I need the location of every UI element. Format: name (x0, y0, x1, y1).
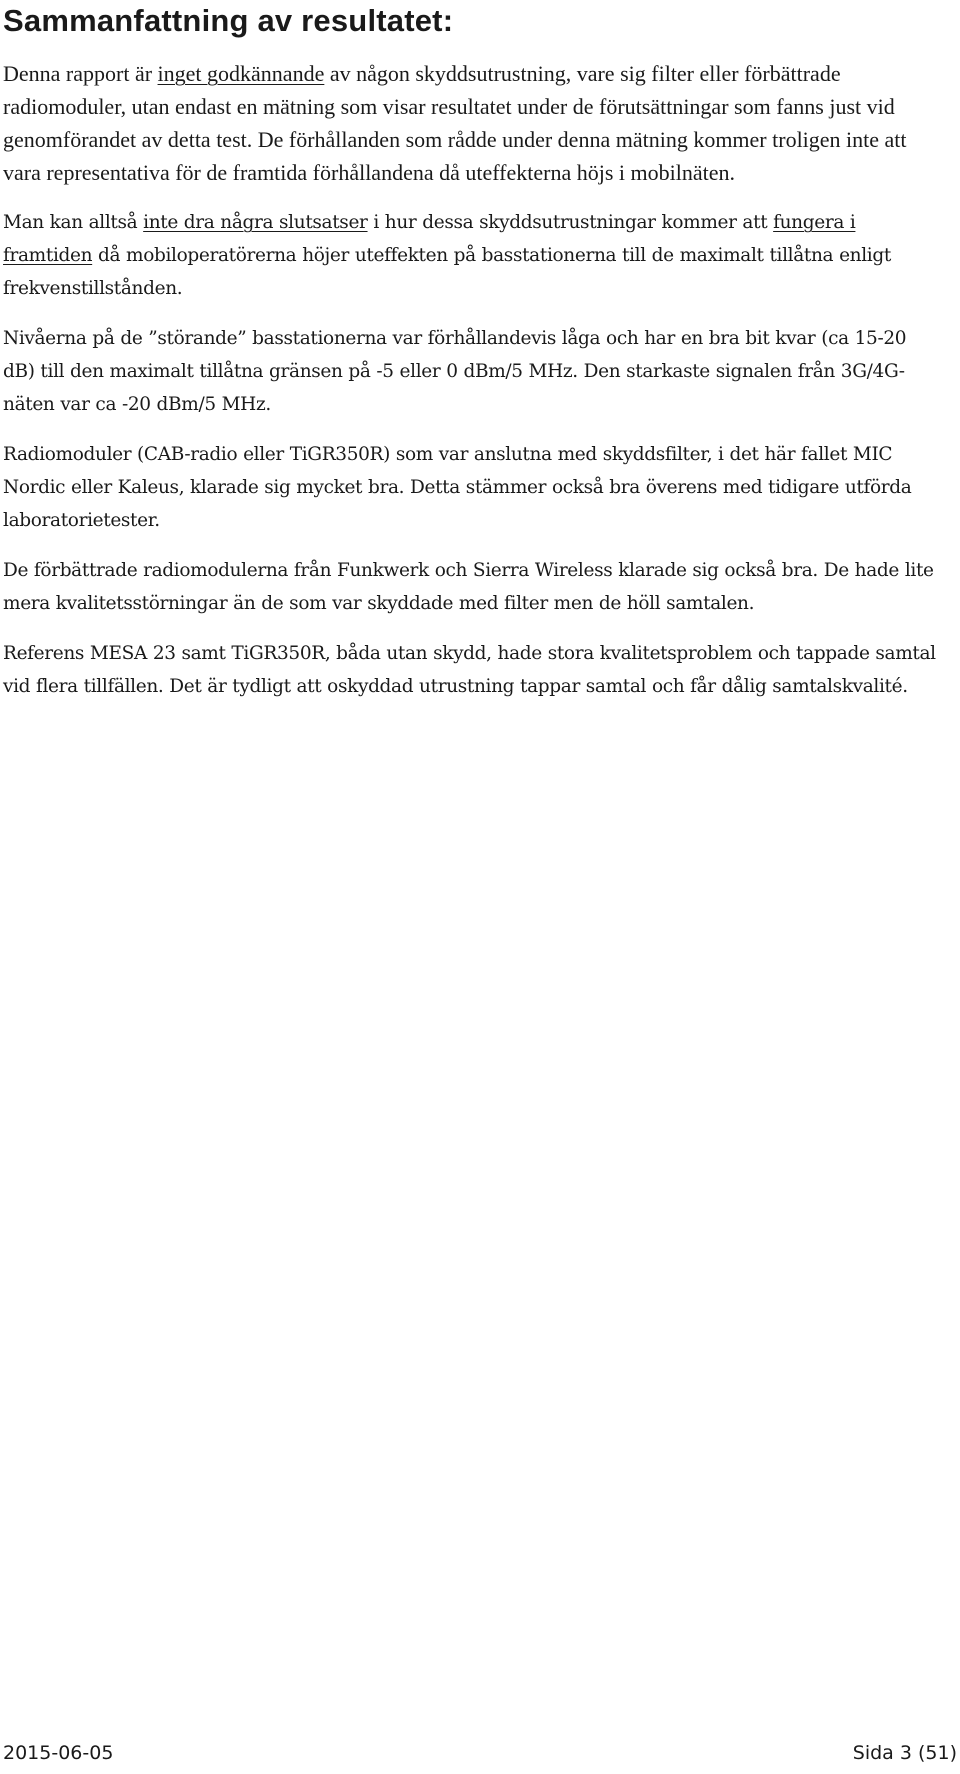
paragraph-text: Man kan alltså (3, 212, 144, 233)
paragraph-text: i hur dessa skyddsutrustningar kommer att (367, 212, 774, 233)
footer-date: 2015-06-05 (3, 1742, 114, 1764)
paragraph-conclusions (3, 206, 943, 305)
paragraph-disclaimer (3, 57, 943, 189)
paragraph-text: av någon skyddsutrustning, vare sig filter eller förbättrade radiomoduler, utan endast en mätning som visar resultatet under de förutsättningar som fanns just vid genomförandet av detta test. De förhållanden som rådde under denna mätning kommer troligen inte att vara representativa för de framtida förhållandena då uteffekterna höjs i mobilnäten. (3, 61, 907, 185)
paragraph-text: Denna rapport är (3, 61, 158, 86)
summary-body (3, 57, 943, 720)
paragraph-levels: Nivåerna på de ”störande” basstationerna var förhållandevis låga och har en bra bit kvar (ca 15-20 dB) till den maximalt tillåtna gränsen på -5 eller 0 dBm/5 MHz. Den starkaste signalen från 3G/4G-näten var ca -20 dBm/5 MHz. (3, 328, 907, 415)
paragraph-reference: Referens MESA 23 samt TiGR350R, båda utan skydd, hade stora kvalitetsproblem och tappade samtal vid flera tillfällen. Det är tydligt att oskyddad utrustning tappar samtal och får dålig samtalskvalité. (3, 643, 936, 697)
underlined-phrase: fungera i framtiden (3, 212, 856, 266)
paragraph-text: då mobiloperatörerna höjer uteffekten på basstationerna till de maximalt tillåtna enligt frekvenstillstånden. (3, 245, 891, 299)
paragraph-radio-modules: Radiomoduler (CAB-radio eller TiGR350R) som var anslutna med skyddsfilter, i det här fallet MIC Nordic eller Kaleus, klarade sig mycket bra. Detta stämmer också bra överens med tidigare utförda laboratorietester. (3, 444, 912, 531)
underlined-phrase: inte dra några slutsatser (143, 212, 368, 233)
footer-page-number: Sida 3 (51) (852, 1742, 957, 1764)
underlined-phrase: inget godkännande (157, 61, 325, 86)
page-title: Sammanfattning av resultatet: (3, 3, 454, 38)
paragraph-improved-modules: De förbättrade radiomodulerna från Funkwerk och Sierra Wireless klarade sig också bra. De hade lite mera kvalitetsstörningar än de som var skyddade med filter men de höll samtalen. (3, 560, 934, 614)
